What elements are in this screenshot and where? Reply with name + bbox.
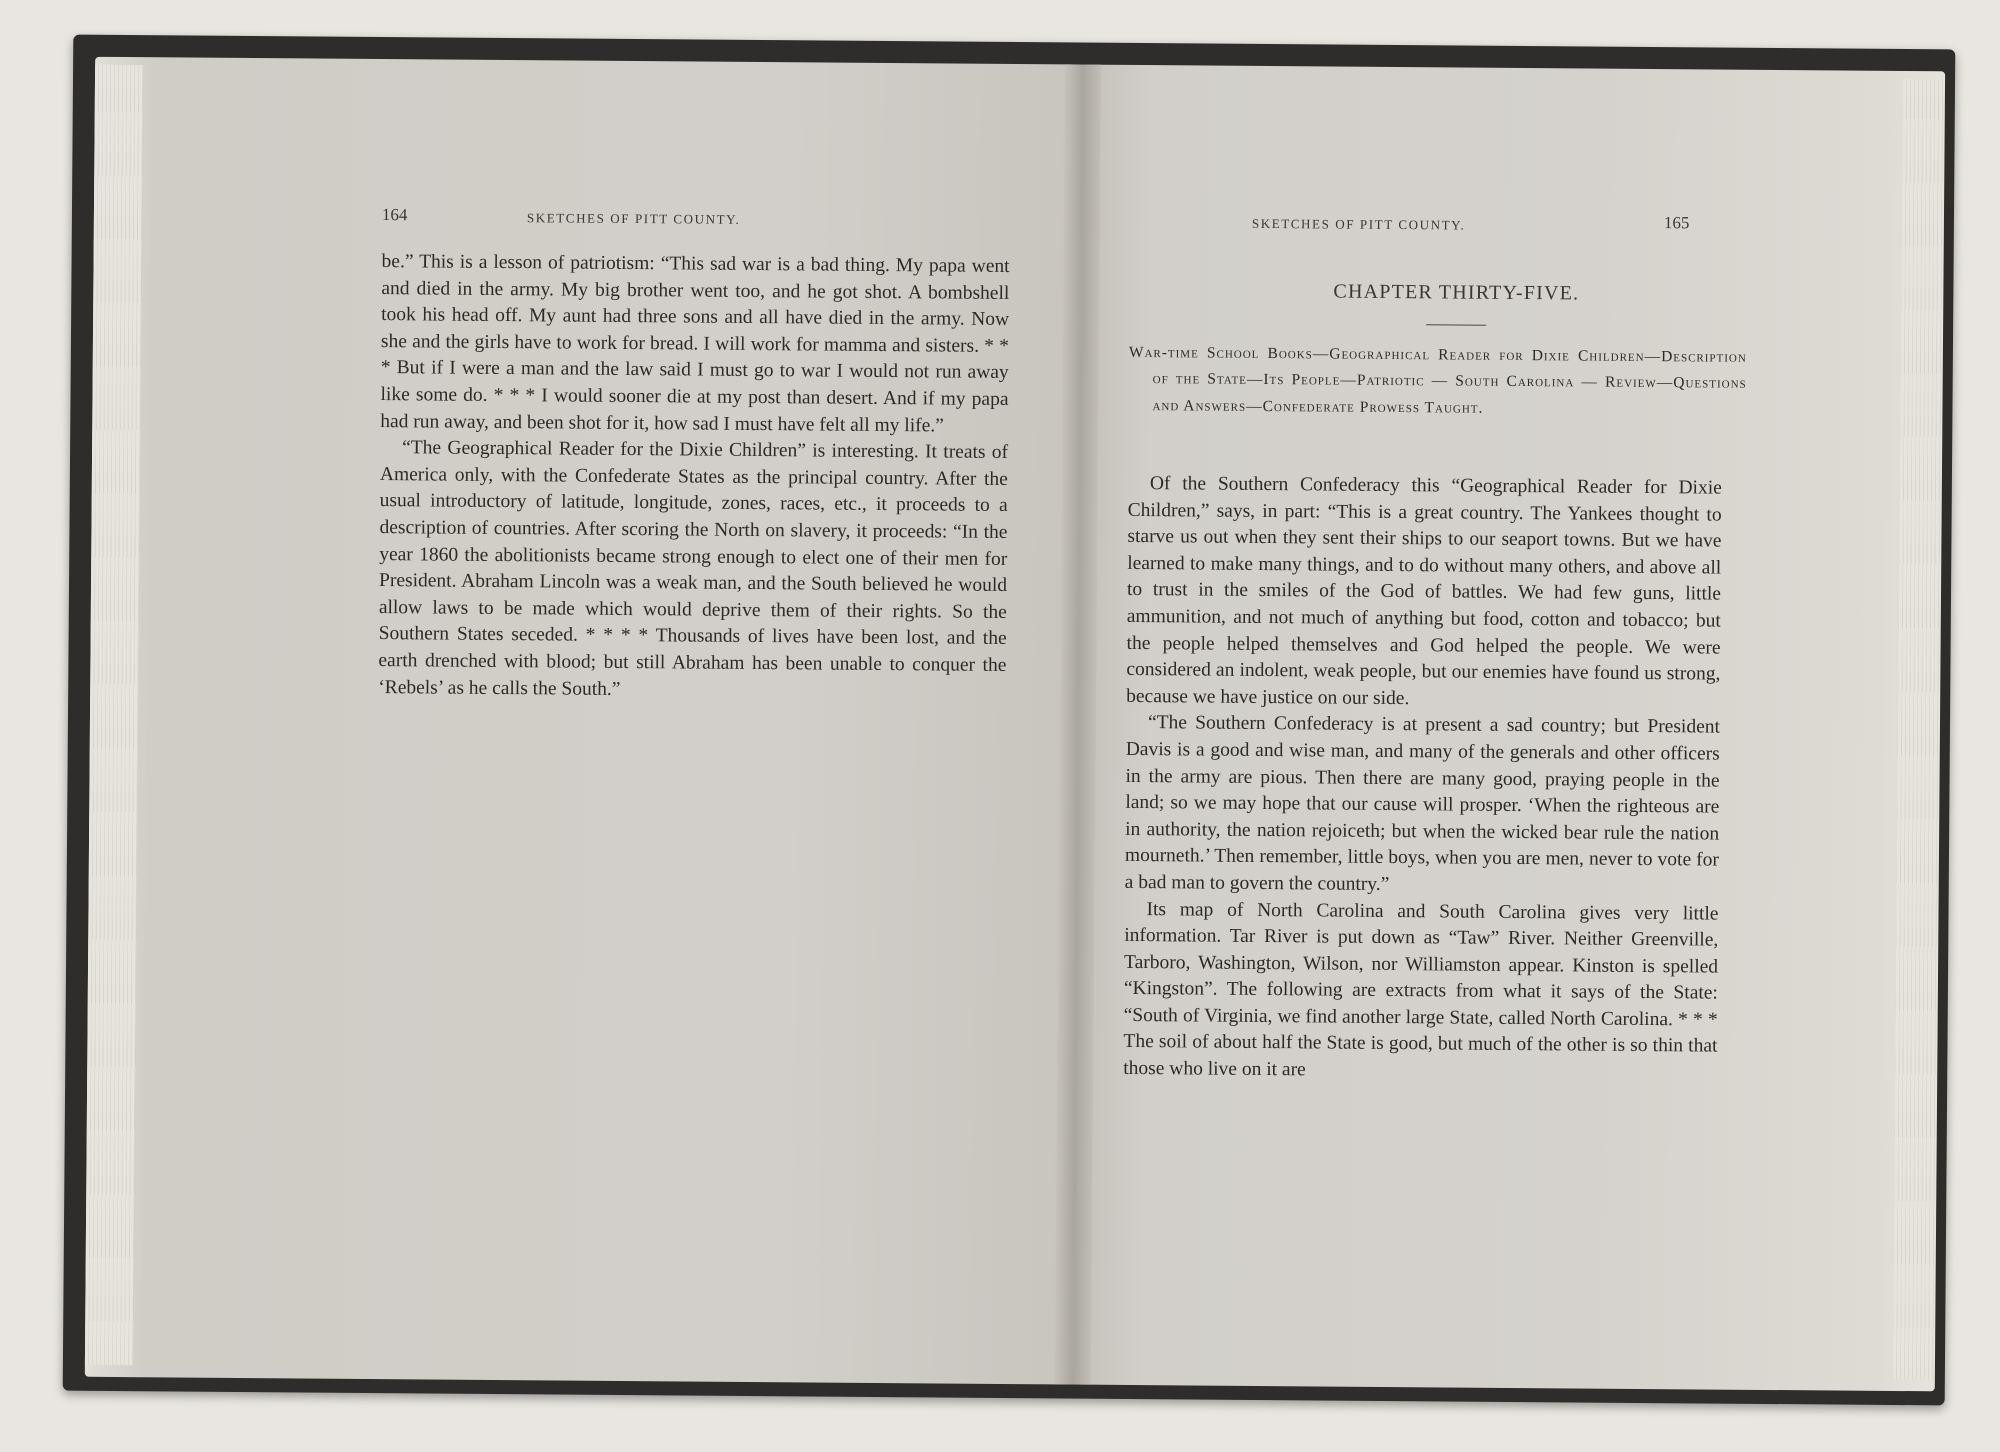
right-paragraph-1: Of the Southern Confederacy this “Geographical Reader for Dixie Children,” says, in part: “This is a great country. The Yankees thought to starve us out when they sent their ships to our seaport towns. But we have learned to make many things, and to do without many others, and above all to trust in the smiles of the God of battles. We had few guns, little ammunition, and not much of anything but food, cotton and tobacco; but the people helped themselves and God helped the people. We were considered an indolent, weak people, but our enemies have found us strong, because we have justice on our side.: [1126, 473, 1722, 709]
right-page-number: 165: [1663, 213, 1690, 233]
book-scan: [63, 35, 1956, 1406]
right-running-head: SKETCHES OF PITT COUNTY.: [1251, 215, 1466, 233]
chapter-summary: War-time School Books—Geographical Reader for Dixie Children—Description of the State—Its People—Patriotic — South Carolina — Review—Questions and Answers—Confederate Prowess Taught.: [1128, 343, 1747, 417]
right-text-block: [1123, 471, 1722, 1087]
left-paragraph-2: “The Geographical Reader for the Dixie Children” is interesting. It treats of America only, with the Confederate States as the principal country. After the usual introductory of latitude, longitude, zones, races, etc., it proceeds to a description of countries. After scoring the North on slavery, it proceeds: “In the year 1860 the abolitionists became strong enough to elect one of their men for President. Abraham Lincoln was a weak man, and the South believed he would allow laws to be made which would deprive them of their rights. So the Southern States seceded. * * * * Thousands of lives have been lost, and the earth drenched with blood; but still Abraham has been unable to conquer the ‘Rebels’ as he calls the South.”: [378, 437, 1009, 700]
left-page-number: 164: [381, 205, 408, 225]
right-paragraph-2: “The Southern Confederacy is at present a sad country; but President Davis is a good and wise man, and many of the generals and other officers in the army are pious. Then there are many good, praying people in the land; so we may hope that our cause will prosper. ‘When the righteous are in authority, the nation rejoiceth; but when the wicked bear rule the nation mourneth.’ Then remember, little boys, when you are men, never to vote for a bad man to govern the country.”: [1124, 712, 1721, 895]
right-paragraph-3: Its map of North Carolina and South Carolina gives very little information. Tar River is put down as “Taw” River. Neither Greenville, Tarboro, Washington, Wilson, nor Williamston appear. Kinston is spelled “Kingston”. The following are extracts from what it says of the State: “South of Virginia, we find another large State, called North Carolina. * * * The soil of about half the State is good, but much of the other is so thin that those who live on it are: [1123, 898, 1719, 1081]
left-page-edges: [85, 65, 143, 1365]
left-text-block: [378, 249, 1010, 706]
left-paragraph-1: be.” This is a lesson of patriotism: “This sad war is a bad thing. My papa went and died in the army. My big brother went too, and he got shot. A bombshell took his head off. My aunt had three sons and all have died in the army. Now she and the girls have to work for bread. I will work for mamma and sisters. * * * But if I were a man and the law said I must go to war I would not run away like some do. * * * I would sooner die at my post than desert. And if my papa had run away, and been shot for it, how sad I must have felt all my life.”: [380, 251, 1010, 437]
chapter-title: CHAPTER THIRTY-FIVE.: [1333, 280, 1580, 305]
left-running-head: SKETCHES OF PITT COUNTY.: [526, 210, 741, 227]
